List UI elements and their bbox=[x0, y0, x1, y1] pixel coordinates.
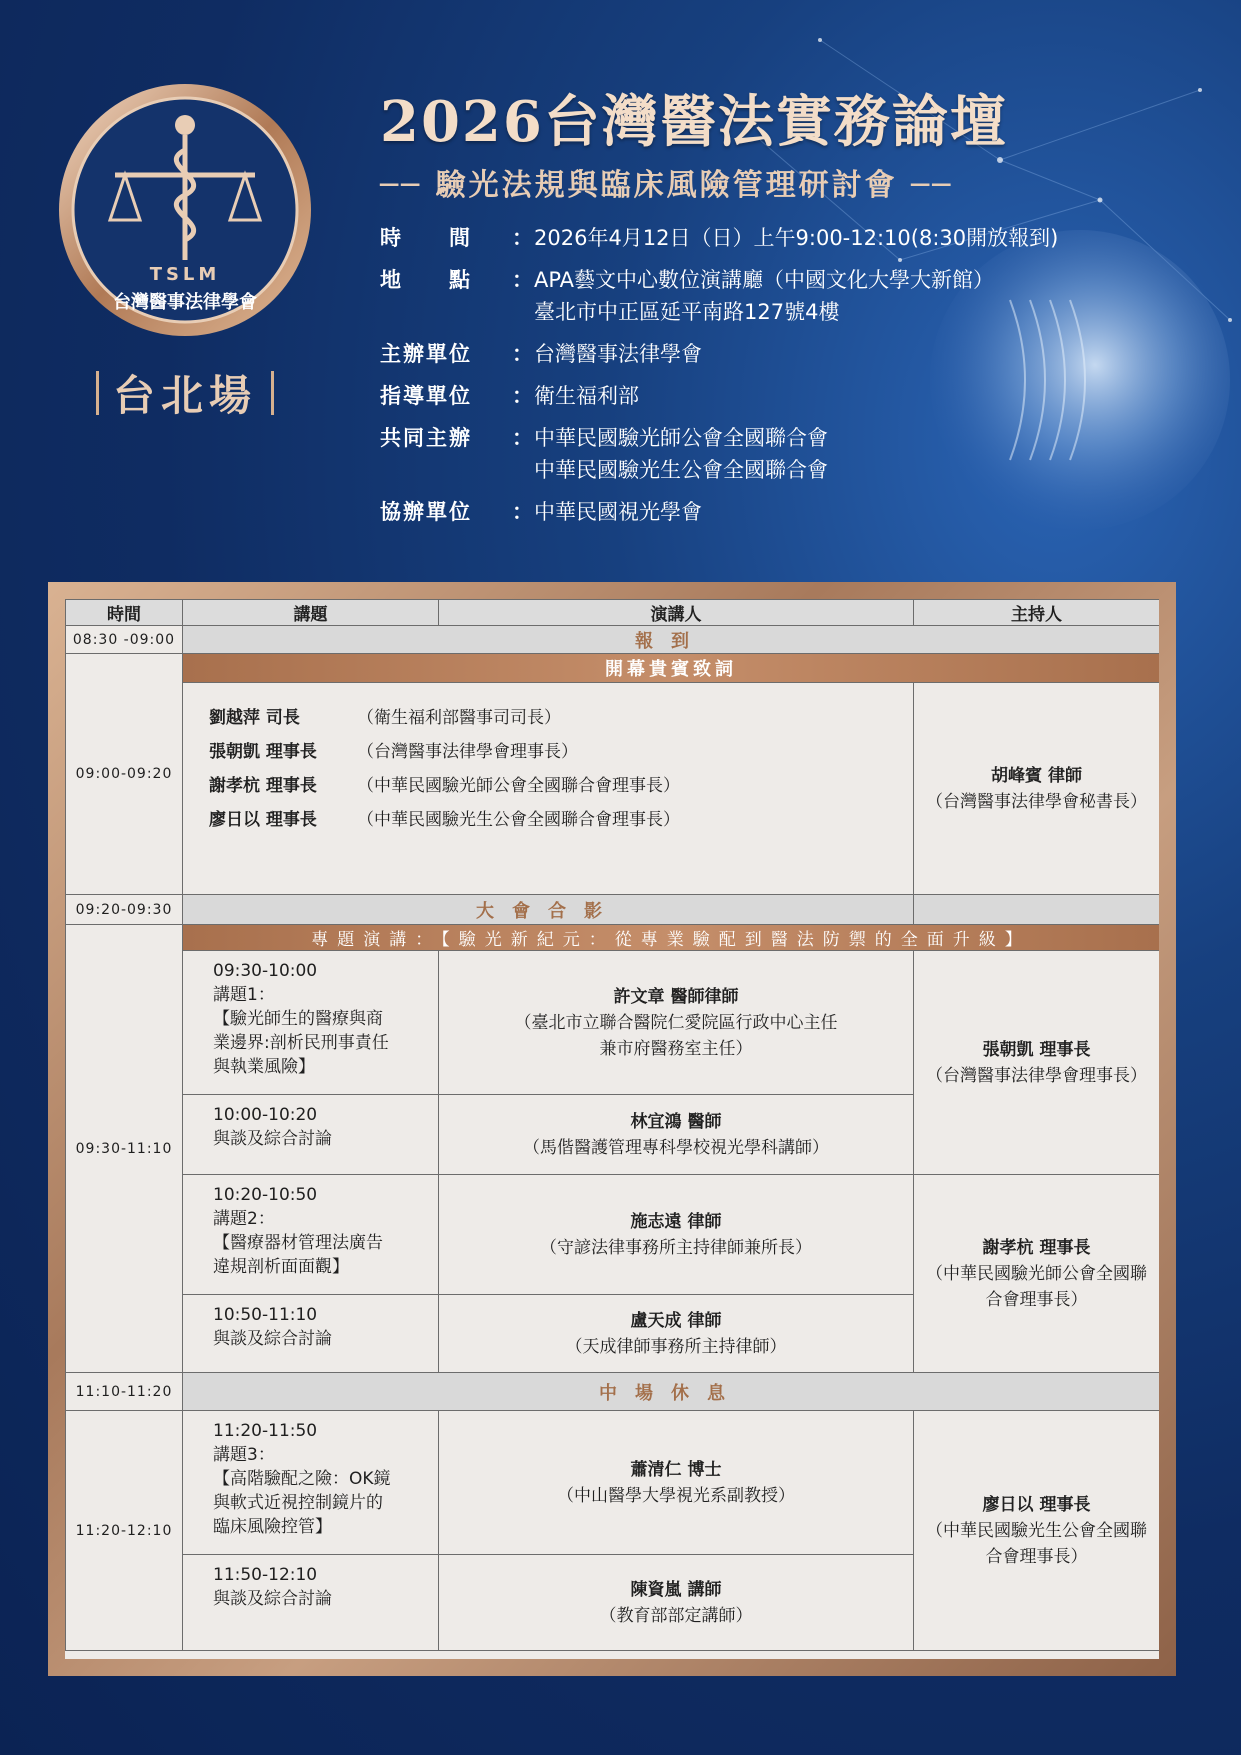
speaker-title: 兼市府醫務室主任） bbox=[599, 1038, 753, 1059]
page-subtitle: ── 驗光法規與臨床風險管理研討會 ── bbox=[380, 168, 954, 203]
event-info bbox=[380, 222, 1140, 538]
time-cell: 09:30-11:10 bbox=[66, 925, 183, 1373]
info-colon: ： bbox=[512, 342, 533, 366]
info-label: 共同主辦 bbox=[380, 426, 472, 450]
table-row bbox=[66, 895, 1160, 925]
header-topic: 講題 bbox=[183, 600, 439, 626]
topic-line: 11:20-11:50 bbox=[213, 1421, 318, 1441]
topic-line: 業邊界:剖析民刑事責任 bbox=[213, 1033, 389, 1053]
agenda-table-wrap bbox=[65, 599, 1159, 1659]
host-title: （中華民國驗光師公會全國聯 bbox=[926, 1263, 1147, 1284]
speaker-name: 林宜鴻 醫師 bbox=[630, 1111, 722, 1132]
info-value bbox=[534, 422, 1140, 486]
info-label: 協辦單位 bbox=[380, 500, 472, 524]
time-cell: 11:20-12:10 bbox=[66, 1411, 183, 1651]
table-header-row bbox=[66, 600, 1160, 626]
topic-line: 【驗光師生的醫療與商 bbox=[213, 1009, 383, 1029]
time-cell: 08:30 -09:00 bbox=[66, 626, 183, 654]
speaker-cell bbox=[439, 1095, 914, 1175]
info-value-line: 中華民國視光學會 bbox=[534, 500, 702, 524]
speaker-cell bbox=[439, 1411, 914, 1555]
guest-item bbox=[209, 803, 913, 837]
topic-line: 違規剖析面面觀】 bbox=[213, 1257, 349, 1277]
table-row bbox=[66, 951, 1160, 1095]
time-cell: 09:20-09:30 bbox=[66, 895, 183, 925]
table-row bbox=[66, 1411, 1160, 1555]
logo-acronym: TSLM bbox=[149, 264, 221, 285]
table-row bbox=[66, 1175, 1160, 1295]
info-organizer bbox=[380, 338, 1140, 370]
info-value-line: 中華民國驗光師公會全國聯合會 bbox=[534, 426, 828, 450]
topic-cell bbox=[183, 1411, 439, 1555]
info-value-line: 臺北市中正區延平南路127號4樓 bbox=[534, 300, 840, 324]
info-location bbox=[380, 264, 1140, 328]
break-label: 中場休息 bbox=[183, 1373, 1160, 1411]
topic-cell bbox=[183, 951, 439, 1095]
info-value-line: 中華民國驗光生公會全國聯合會 bbox=[534, 458, 828, 482]
header-host: 主持人 bbox=[914, 600, 1160, 626]
info-supervisor bbox=[380, 380, 1140, 412]
photo-label: 大會合影 bbox=[183, 895, 914, 925]
topic-line: 【醫療器材管理法廣告 bbox=[213, 1233, 383, 1253]
info-label: 時 間 bbox=[380, 226, 472, 250]
topic-line: 與談及綜合討論 bbox=[213, 1589, 332, 1609]
host-name: 張朝凱 理事長 bbox=[982, 1039, 1091, 1060]
info-value-line: 2026年4月12日（日）上午9:00-12:10(8:30開放報到) bbox=[534, 226, 1059, 250]
info-co-organizer bbox=[380, 422, 1140, 486]
speaker-title: （臺北市立聯合醫院仁愛院區行政中心主任 bbox=[514, 1012, 838, 1033]
host-name: 廖日以 理事長 bbox=[982, 1494, 1091, 1515]
guest-title: （中華民國驗光師公會全國聯合會理事長） bbox=[357, 776, 680, 796]
page-title: 2026台灣醫法實務論壇 bbox=[380, 89, 1008, 155]
topic-line: 09:30-10:00 bbox=[213, 961, 318, 981]
guest-list bbox=[183, 683, 914, 895]
info-colon: ： bbox=[512, 268, 533, 292]
info-value-line: 衛生福利部 bbox=[534, 384, 639, 408]
host-title: 合會理事長） bbox=[985, 1546, 1088, 1567]
guest-name: 劉越萍 司長 bbox=[209, 708, 300, 728]
speaker-cell bbox=[439, 1555, 914, 1651]
venue-label: 台北場 bbox=[112, 371, 257, 420]
info-value bbox=[534, 496, 1140, 528]
agenda-table bbox=[65, 599, 1159, 1651]
host-title: （台灣醫事法律學會理事長） bbox=[926, 1065, 1147, 1086]
speaker-name: 盧天成 律師 bbox=[630, 1310, 722, 1331]
guest-title: （台灣醫事法律學會理事長） bbox=[357, 742, 578, 762]
host-cell bbox=[914, 1175, 1160, 1373]
time-cell: 11:10-11:20 bbox=[66, 1373, 183, 1411]
guest-item bbox=[209, 735, 913, 769]
host-name: 胡峰賓 律師 bbox=[991, 765, 1082, 786]
speaker-title: （守諺法律事務所主持律師兼所長） bbox=[540, 1237, 812, 1258]
info-colon: ： bbox=[512, 500, 533, 524]
topic-line: 10:00-10:20 bbox=[213, 1105, 318, 1125]
topic-line: 與執業風險】 bbox=[213, 1057, 315, 1077]
topic-line: 與軟式近視控制鏡片的 bbox=[213, 1493, 383, 1513]
host-title: （中華民國驗光生公會全國聯 bbox=[926, 1520, 1147, 1541]
host-title: （台灣醫事法律學會秘書長） bbox=[926, 791, 1147, 812]
speaker-cell bbox=[439, 1175, 914, 1295]
venue-bar-right bbox=[271, 371, 274, 415]
guest-item bbox=[209, 701, 913, 735]
topic-cell bbox=[183, 1295, 439, 1373]
topic-cell bbox=[183, 1555, 439, 1651]
speaker-title: （中山醫學大學視光系副教授） bbox=[557, 1485, 795, 1506]
info-colon: ： bbox=[512, 384, 533, 408]
info-value bbox=[534, 338, 1140, 370]
info-colon: ： bbox=[512, 226, 533, 250]
table-row bbox=[66, 654, 1160, 683]
table-row bbox=[66, 1373, 1160, 1411]
keynote-banner: 專題演講：【驗光新紀元：從專業驗配到醫法防禦的全面升級】 bbox=[183, 925, 1160, 951]
topic-line: 與談及綜合討論 bbox=[213, 1129, 332, 1149]
speaker-name: 陳資嵐 講師 bbox=[630, 1579, 722, 1600]
guest-name: 廖日以 理事長 bbox=[209, 810, 317, 830]
topic-line: 10:50-11:10 bbox=[213, 1305, 318, 1325]
table-row bbox=[66, 925, 1160, 951]
info-value-line: 台灣醫事法律學會 bbox=[534, 342, 702, 366]
guest-item bbox=[209, 769, 913, 803]
venue-tag bbox=[75, 365, 295, 421]
host-cell bbox=[914, 1411, 1160, 1651]
topic-line: 臨床風險控管】 bbox=[213, 1517, 332, 1537]
guest-title: （中華民國驗光生公會全國聯合會理事長） bbox=[357, 810, 680, 830]
opening-banner: 開幕貴賓致詞 bbox=[183, 654, 1160, 683]
speaker-name: 蕭清仁 博士 bbox=[630, 1459, 722, 1480]
info-colon: ： bbox=[512, 426, 533, 450]
guest-title: （衛生福利部醫事司司長） bbox=[357, 708, 561, 728]
speaker-title: （天成律師事務所主持律師） bbox=[565, 1336, 787, 1357]
topic-line: 講題3： bbox=[213, 1445, 275, 1465]
info-assistant bbox=[380, 496, 1140, 528]
topic-line: 【高階驗配之險：OK鏡 bbox=[213, 1469, 391, 1489]
info-value-line: APA藝文中心數位演講廳（中國文化大學大新館） bbox=[534, 268, 995, 292]
guest-name: 張朝凱 理事長 bbox=[209, 742, 317, 762]
table-row bbox=[66, 683, 1160, 895]
host-cell bbox=[914, 683, 1160, 895]
info-label: 地 點 bbox=[380, 268, 472, 292]
host-title: 合會理事長） bbox=[985, 1289, 1088, 1310]
topic-line: 講題2： bbox=[213, 1209, 275, 1229]
registration-label: 報到 bbox=[183, 626, 1160, 654]
info-value bbox=[534, 222, 1140, 254]
host-name: 謝孝杭 理事長 bbox=[982, 1237, 1091, 1258]
speaker-title: （教育部部定講師） bbox=[599, 1605, 753, 1626]
topic-line: 講題1： bbox=[213, 985, 275, 1005]
topic-line: 11:50-12:10 bbox=[213, 1565, 318, 1585]
info-value bbox=[534, 264, 1140, 328]
topic-cell bbox=[183, 1095, 439, 1175]
header-time: 時間 bbox=[66, 600, 183, 626]
speaker-title: （馬偕醫護管理專科學校視光學科講師） bbox=[523, 1137, 829, 1158]
speaker-name: 許文章 醫師律師 bbox=[613, 986, 739, 1007]
header-speaker: 演講人 bbox=[439, 600, 914, 626]
guest-name: 謝孝杭 理事長 bbox=[209, 776, 317, 796]
speaker-cell bbox=[439, 1295, 914, 1373]
agenda-frame bbox=[48, 582, 1176, 1676]
logo-org-name: 台灣醫事法律學會 bbox=[113, 292, 257, 313]
info-time bbox=[380, 222, 1140, 254]
speaker-cell bbox=[439, 951, 914, 1095]
time-cell: 09:00-09:20 bbox=[66, 654, 183, 895]
tslm-logo bbox=[55, 80, 315, 340]
topic-line: 10:20-10:50 bbox=[213, 1185, 318, 1205]
topic-line: 與談及綜合討論 bbox=[213, 1329, 332, 1349]
venue-bar-left bbox=[96, 371, 99, 415]
info-label: 指導單位 bbox=[380, 384, 472, 408]
empty-cell bbox=[914, 895, 1160, 925]
table-row bbox=[66, 626, 1160, 654]
host-cell bbox=[914, 951, 1160, 1175]
topic-cell bbox=[183, 1175, 439, 1295]
info-label: 主辦單位 bbox=[380, 342, 472, 366]
speaker-name: 施志遠 律師 bbox=[630, 1211, 722, 1232]
info-value bbox=[534, 380, 1140, 412]
